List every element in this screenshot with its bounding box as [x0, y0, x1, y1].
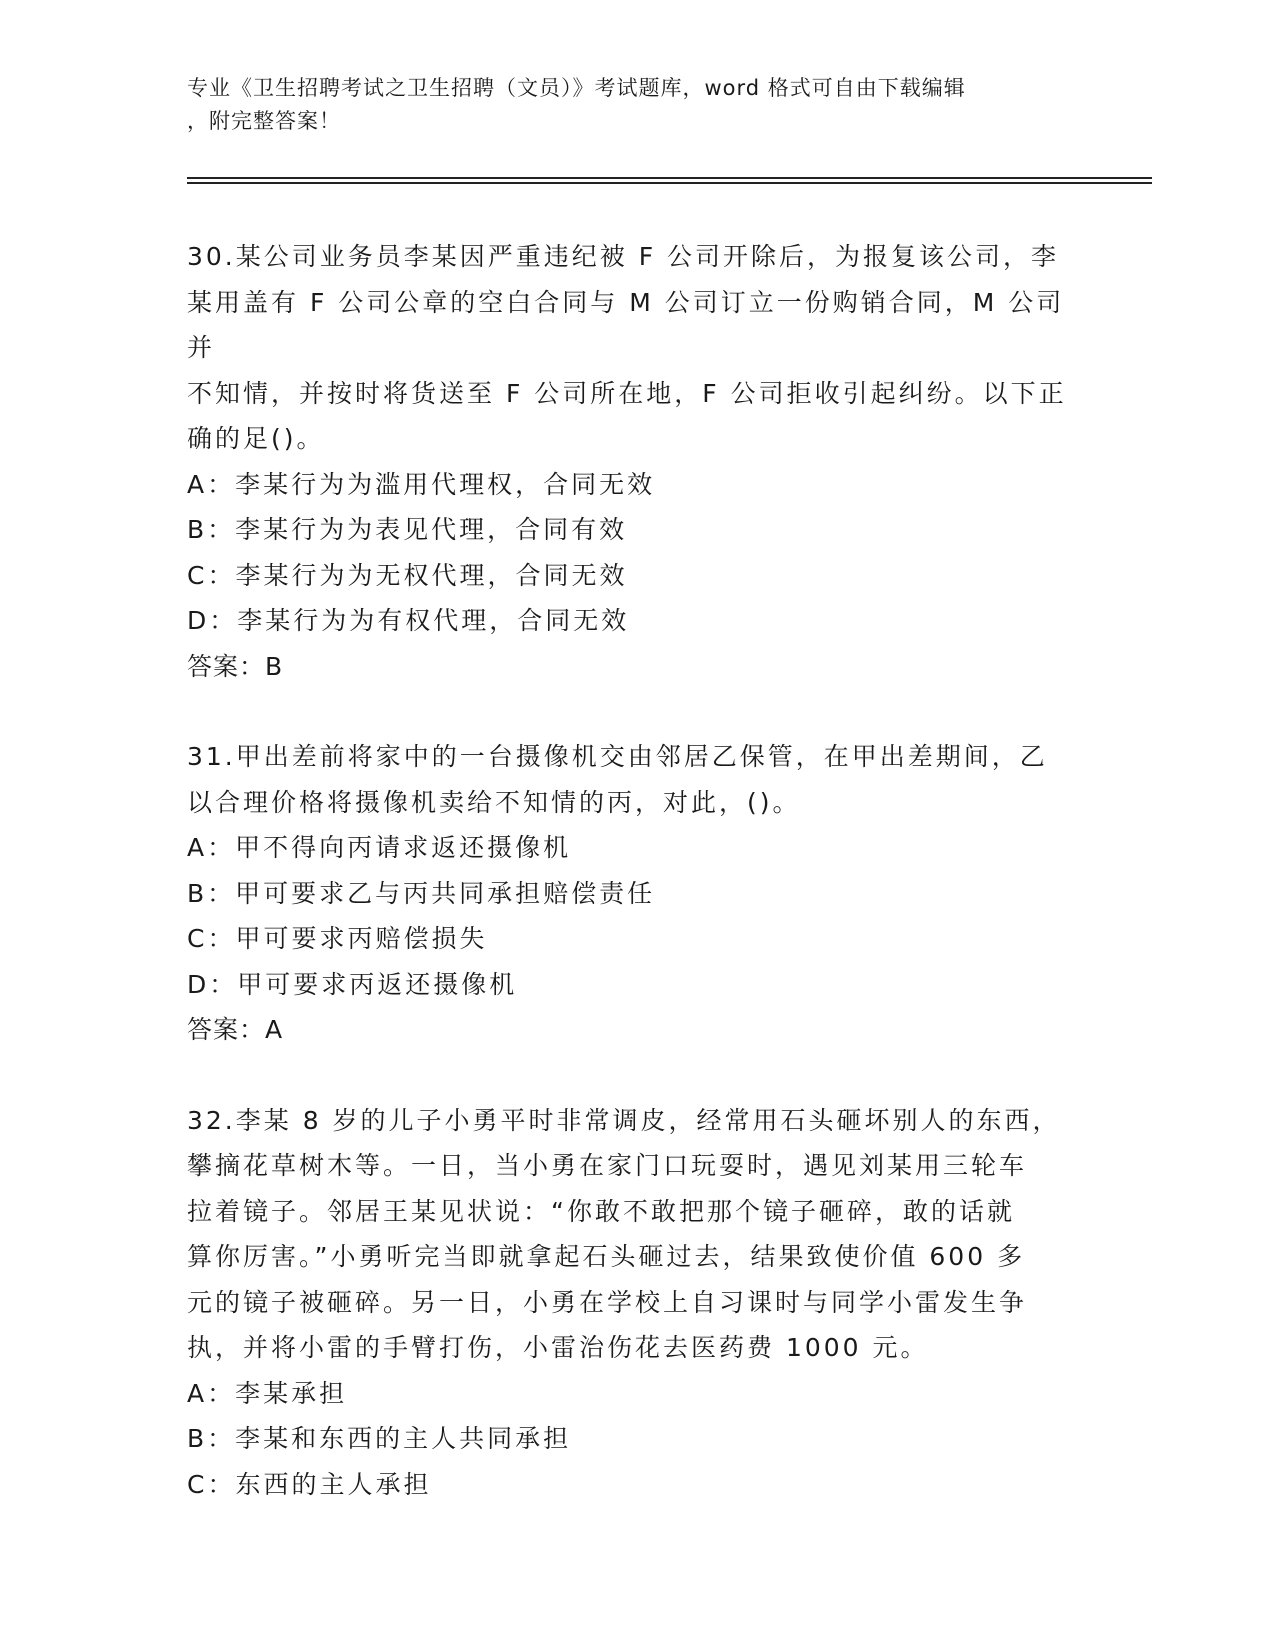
question-31: [187, 734, 1087, 1053]
question-30: [187, 234, 1087, 689]
question-stem-line: 攀摘花草树木等。一日，当小勇在家门口玩耍时，遇见刘某用三轮车: [187, 1151, 1028, 1180]
question-stem-line: 确的足()。: [187, 424, 325, 453]
option-c: C：东西的主人承担: [187, 1469, 432, 1499]
document-header: [187, 72, 1087, 138]
answer-label: 答案：B: [187, 651, 284, 681]
question-stem-line: 某用盖有 F 公司公章的空白合同与 M 公司订立一份购销合同，M 公司并: [187, 287, 1065, 362]
question-stem-line: 以合理价格将摄像机卖给不知情的丙，对此，()。: [187, 787, 801, 817]
option-a: A：李某行为为滥用代理权，合同无效: [187, 469, 656, 499]
option-a: A：甲不得向丙请求返还摄像机: [187, 833, 572, 862]
header-line-2: ，附完整答案！: [187, 109, 341, 133]
option-b: B：李某行为为表见代理，合同有效: [187, 515, 628, 544]
question-stem-line: 32.李某 8 岁的儿子小勇平时非常调皮，经常用石头砸坏别人的东西，: [187, 1105, 1061, 1135]
question-stem-line: 不知情，并按时将货送至 F 公司所在地，F 公司拒收引起纠纷。以下正: [187, 378, 1067, 408]
option-c: C：李某行为为无权代理，合同无效: [187, 560, 628, 590]
question-stem-line: 元的镜子被砸碎。另一日，小勇在学校上自习课时与同学小雷发生争: [187, 1287, 1028, 1317]
header-divider-top: [187, 177, 1152, 179]
header-line-1: 专业《卫生招聘考试之卫生招聘（文员）》考试题库，word 格式可自由下载编辑: [187, 76, 966, 100]
answer-label: 答案：A: [187, 1015, 284, 1044]
option-d: D：甲可要求丙返还摄像机: [187, 969, 518, 999]
question-stem-line: 拉着镜子。邻居王某见状说：“你敢不敢把那个镜子砸碎，敢的话就: [187, 1196, 1015, 1226]
question-32: [187, 1098, 1087, 1508]
option-b: B：李某和东西的主人共同承担: [187, 1424, 572, 1453]
header-divider-bottom: [187, 182, 1152, 184]
question-stem-line: 30.某公司业务员李某因严重违纪被 F 公司开除后，为报复该公司，李: [187, 242, 1060, 271]
question-list: [187, 234, 1087, 1552]
option-a: A：李某承担: [187, 1378, 348, 1408]
option-b: B：甲可要求乙与丙共同承担赔偿责任: [187, 878, 656, 908]
question-stem-line: 执，并将小雷的手臂打伤，小雷治伤花去医药费 1000 元。: [187, 1333, 929, 1362]
option-c: C：甲可要求丙赔偿损失: [187, 924, 488, 953]
option-d: D：李某行为为有权代理，合同无效: [187, 606, 630, 635]
question-stem-line: 31.甲出差前将家中的一台摄像机交由邻居乙保管，在甲出差期间，乙: [187, 742, 1048, 771]
question-stem-line: 算你厉害。”小勇听完当即就拿起石头砸过去，结果致使价值 600 多: [187, 1242, 1026, 1271]
